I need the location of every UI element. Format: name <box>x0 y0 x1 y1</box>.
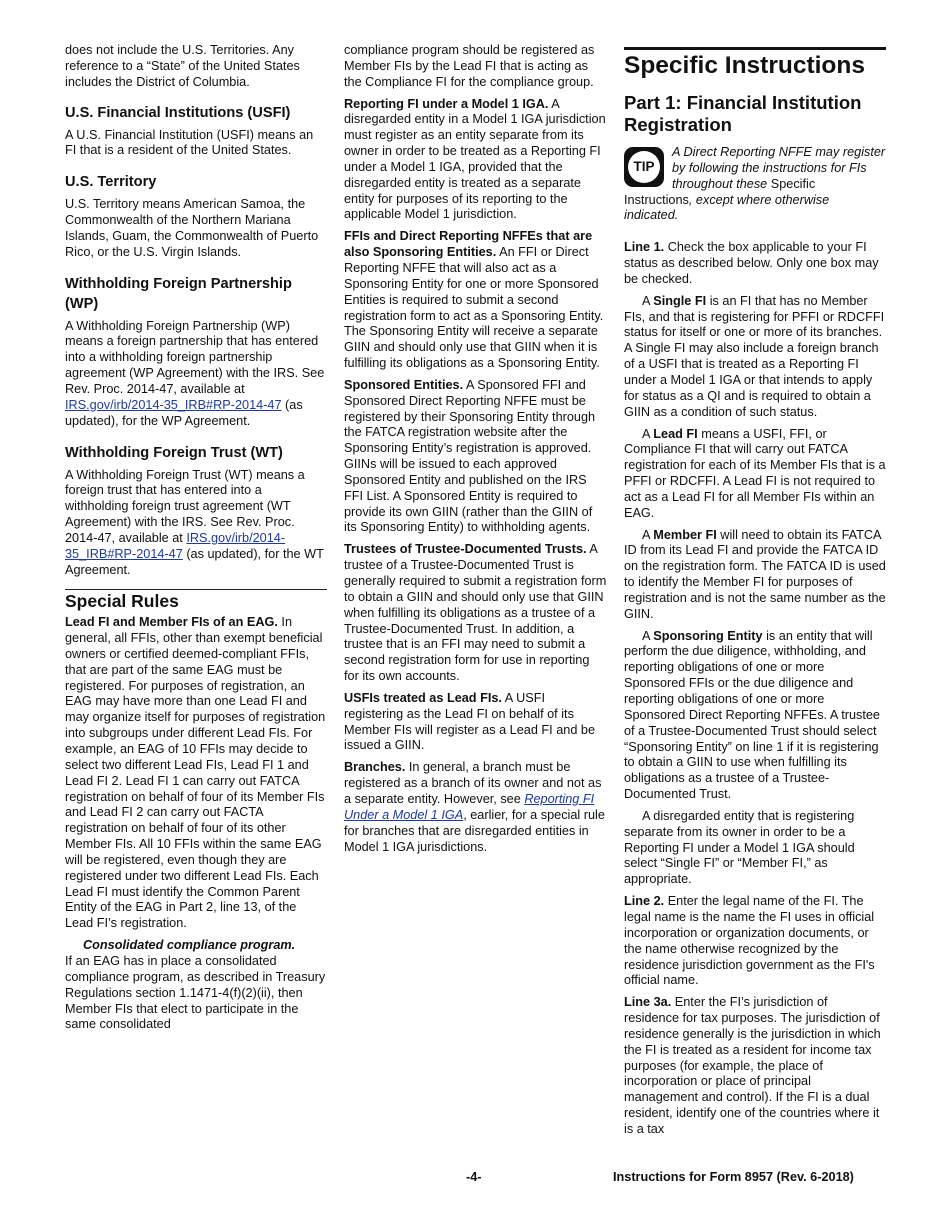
paragraph: Lead FI and Member FIs of an EAG. In general, all FFIs, other than exempt beneficial owners or certified deemed-compliant FFIs, that are part of the same EAG must be registered. For purposes of registration, an EAG may have more than one Lead FI and may organize itself for purposes of registration into subgroups under different Lead FIs. For example, an EAG of 10 FFIs may decide to select two different Lead FIs, Lead FI 1 and Lead FI 2. Lead FI 1 can carry out FATCA registration on behalf of four of its Member FIs and Lead FI 2 can carry out FACTA registration on behalf of four of its other Member FIs. All 10 FFIs within the same EAG will be registered, even though they are registered under two different Lead FIs. Each Lead FI must identify the Common Parent Entity of the EAG in Part 2, line 13, of the Lead FI’s registration. <box>65 615 326 931</box>
paragraph: Line 3a. Enter the FI’s jurisdiction of residence for tax purposes. The jurisdiction of residence generally is the jurisdiction in which the FI is treated as a resident for income tax purposes (for example, the place of incorporation or place of principal management and control). If the FI is a dual resident, identify one of the countries where it is a tax <box>624 995 881 1136</box>
paragraph: A U.S. Financial Institution (USFI) means an FI that is a resident of the United States. <box>65 127 314 158</box>
run-in-heading: Line 3a. <box>624 995 672 1010</box>
paragraph: FFIs and Direct Reporting NFFEs that are also Sponsoring Entities. An FFI or Direct Reporting NFFE that will also act as a Sponsoring Entity for one or more Sponsored Entities is required to submit a second registration form to act as a Sponsoring Entity. The Sponsoring Entity will receive a separate GIIN and should only use that GIIN when it is fulfilling its obligations as a Sponsoring Entity. <box>344 229 604 371</box>
heading-wt: Withholding Foreign Trust (WT) <box>65 444 283 461</box>
heading-us-territory: U.S. Territory <box>65 174 157 191</box>
tip-box <box>624 145 886 224</box>
paragraph: A Sponsoring Entity is an entity that will perform the due diligence, withholding, and reporting obligations of one or more Sponsored FFIs or the due diligence and reporting obligations of one or more Sponsored Direct Reporting NFFEs. A trustee of a Trustee-Documented Trust should select “Sponsoring Entity” on line 1 if it is registering to obtain a GIIN to use when fulfilling its obligations as a trustee of a Trustee-Documented Trust. <box>624 628 880 802</box>
section-divider <box>65 589 327 590</box>
column-left <box>65 43 327 1039</box>
run-in-heading: FFIs and Direct Reporting NFFEs that are also Sponsoring Entities. <box>344 229 593 260</box>
heading-wp: Withholding Foreign Partnership (WP) <box>65 275 292 312</box>
column-middle <box>344 43 607 861</box>
paragraph: USFIs treated as Lead FIs. A USFI registering as the Lead FI on behalf of its Member FIs will register as a Lead FI and be issued a GIIN. <box>344 690 596 753</box>
run-in-heading: Consolidated compliance program. <box>83 938 296 953</box>
paragraph: Line 2. Enter the legal name of the FI. The legal name is the name the FI uses in official incorporation or organization documents, or the name otherwise recognized by the residence jurisdiction government as the FI's official name. <box>624 894 875 988</box>
heading-special-rules: Special Rules <box>65 591 179 612</box>
heading-usfi: U.S. Financial Institutions (USFI) <box>65 104 291 121</box>
run-in-heading: Line 1. <box>624 240 665 255</box>
part-heading: Part 1: Financial Institution Registration <box>624 92 862 135</box>
run-in-heading: Line 2. <box>624 894 665 909</box>
paragraph: U.S. Territory means American Samoa, the Commonwealth of the Northern Mariana Islands, Guam, the Commonwealth of Puerto Rico, or the U.S. Virgin Islands. <box>65 197 319 259</box>
tip-icon: TIP <box>624 147 664 187</box>
reporting-fi-link[interactable]: Reporting FI Under a Model 1 IGA <box>344 791 595 822</box>
paragraph: Line 1. Check the box applicable to your FI status as described below. Only one box may be checked. <box>624 240 879 286</box>
paragraph: A Lead FI means a USFI, FFI, or Compliance FI that will carry out FATCA registration for each of its Member FIs that is a PFFI or RDCFFI. A Lead FI is not required to act as a Lead FI for all Member FIs within an EAG. <box>624 426 886 520</box>
paragraph: A Member FI will need to obtain its FATCA ID from its Lead FI and provide the FATCA ID on the registration form. The FATCA ID is used to identify the Member FI for purposes of registration and is not the same number as the GIIN. <box>624 527 886 621</box>
tip-text: A Direct Reporting NFFE may register by following the instructions for FIs throughout these Specific Instructions, except where otherwise indicated. <box>624 145 886 223</box>
paragraph: does not include the U.S. Territories. Any reference to a “State” of the United States includes the District of Columbia. <box>65 43 300 89</box>
paragraph: A Withholding Foreign Partnership (WP) means a foreign partnership that has entered into a withholding foreign partnership agreement (WP Agreement) with the IRS. See Rev. Proc. 2014-47, available at IRS.gov/irb/2014-35_IRB#RP-2014-47 (as updated), for the WP Agreement. <box>65 318 325 428</box>
run-in-heading: USFIs treated as Lead FIs. <box>344 690 502 705</box>
section-title: Specific Instructions <box>624 47 886 80</box>
run-in-heading: Trustees of Trustee-Documented Trusts. <box>344 542 587 557</box>
run-in-heading: Branches. <box>344 760 406 775</box>
irs-link-wp[interactable]: IRS.gov/irb/2014-35_IRB#RP-2014-47 <box>65 397 282 412</box>
paragraph: Sponsored Entities. A Sponsored FFI and Sponsored Direct Reporting NFFE must be registered by their Sponsoring Entity through the FATCA registration website after the Sponsoring Entity’s registration is approved. GIINs will be issued to each approved Sponsored Entity and published on the IRS FFI List. A Sponsored Entity is required to provide its own GIIN (rather than the GIIN of its Sponsoring Entity) to withholding agents. <box>344 377 596 535</box>
paragraph: Branches. In general, a branch must be registered as a branch of its owner and not as a separate entity. However, see Reporting FI Under a Model 1 IGA, earlier, for a special rule for branches that are disregarded entities in Model 1 IGA jurisdictions. <box>344 760 605 854</box>
run-in-heading: Lead FI and Member FIs of an EAG. <box>65 615 278 630</box>
paragraph: Trustees of Trustee-Documented Trusts. A trustee of a Trustee-Documented Trust is generally required to submit a registration form to obtain a GIIN and should only use that GIIN when fulfilling its obligations as a trustee of a Trustee-Documented Trust. In addition, a trustee that is an FFI may need to submit a second registration form for use in reporting for its own accounts. <box>344 542 607 684</box>
paragraph: A Withholding Foreign Trust (WT) means a foreign trust that has entered into a withholding foreign trust agreement (WT Agreement) with the IRS. See Rev. Proc. 2014-47, available at IRS.gov/irb/2014-35_IRB#RP-2014-47 (as updated), for the WT Agreement. <box>65 467 324 577</box>
paragraph: Reporting FI under a Model 1 IGA. A disregarded entity in a Model 1 IGA jurisdiction must register as an entity separate from its owner in order to be treated as a Reporting FI under a Model 1 IGA, provided that the disregarded entity is treated as a separate entity for purposes of its reporting to the applicable Model 1 jurisdiction. <box>344 96 606 222</box>
paragraph: compliance program should be registered as Member FIs by the Lead FI that is acting as the Compliance FI for the compliance group. <box>344 43 595 89</box>
paragraph: Consolidated compliance program. If an EAG has in place a consolidated compliance program, as described in Treasury Regulations section 1.1471-4(f)(2)(ii), then Member FIs that elect to participate in the same consolidated <box>65 938 326 1032</box>
irs-link-wt[interactable]: IRS.gov/irb/2014-35_IRB#RP-2014-47 <box>65 530 286 561</box>
form-title-footer: Instructions for Form 8957 (Rev. 6-2018) <box>613 1170 854 1184</box>
run-in-heading: Sponsored Entities. <box>344 377 464 392</box>
column-right <box>624 44 886 1144</box>
paragraph: A disregarded entity that is registering separate from its owner in order to be a Reporting FI under a Model 1 IGA should select “Single FI” or “Member FI,” as appropriate. <box>624 808 855 887</box>
paragraph: A Single FI is an FI that has no Member FIs, and that is registering for PFFI or RDCFFI status for itself or one or more of its branches. A Single FI may also include a foreign branch of a USFI that is treated as a Reporting FI under a Model 1 IGA or that intends to apply for status as a QI and is required to obtain a GIIN as a condition of such status. <box>624 293 885 419</box>
run-in-heading: Reporting FI under a Model 1 IGA. <box>344 96 549 111</box>
page-number: -4- <box>466 1170 482 1184</box>
